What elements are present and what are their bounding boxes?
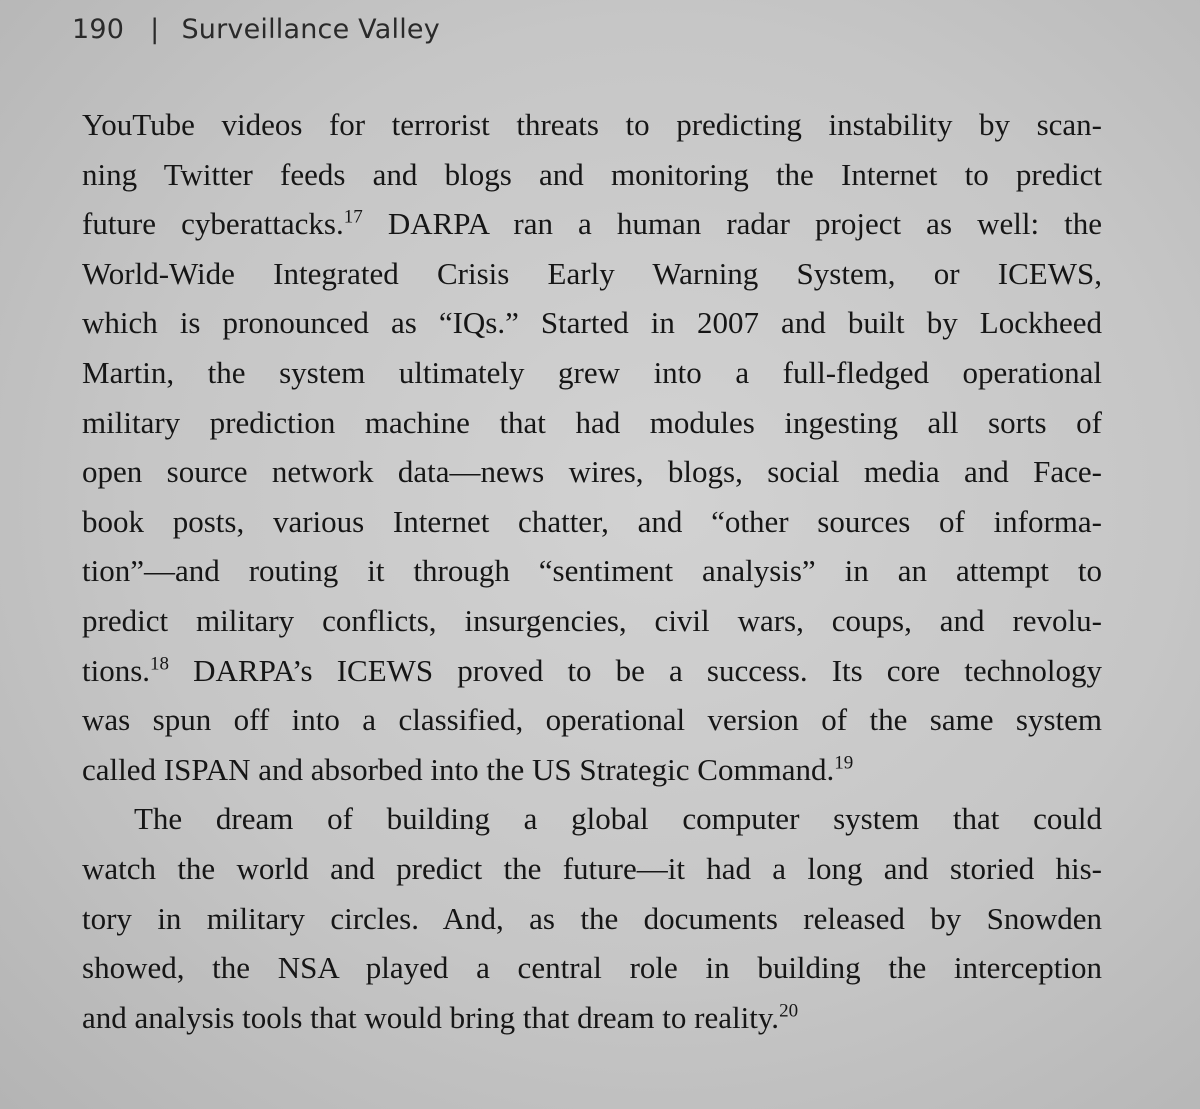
text-line: open source network data—news wires, blogs, social media and Face- bbox=[82, 454, 1102, 490]
text-line: and analysis tools that would bring that dream to reality.$^{20}$ bbox=[82, 999, 799, 1035]
text-line: which is pronounced as “IQs.” Started in 2007 and built by Lockheed bbox=[82, 305, 1102, 341]
text-line: future cyberattacks.$^{17}$ DARPA ran a human radar project as well: the bbox=[82, 206, 1102, 242]
running-head bbox=[72, 14, 440, 45]
text-line: tion”—and routing it through “sentiment analysis” in an attempt to bbox=[82, 553, 1102, 589]
text-line: book posts, various Internet chatter, and “other sources of informa- bbox=[82, 503, 1102, 539]
footnote-ref: 19 bbox=[834, 752, 854, 774]
page-number: 190 bbox=[72, 14, 125, 45]
body-text bbox=[82, 100, 1102, 1042]
text-line: was spun off into a classified, operational version of the same system bbox=[82, 702, 1102, 738]
footnote-ref: 17 bbox=[343, 206, 363, 228]
text-line: called ISPAN and absorbed into the US Strategic Command.$^{19}$ bbox=[82, 751, 854, 787]
text-line: ning Twitter feeds and blogs and monitoring the Internet to predict bbox=[82, 156, 1102, 192]
text-line: World-Wide Integrated Crisis Early Warning System, or ICEWS, bbox=[82, 255, 1102, 291]
book-title: Surveillance Valley bbox=[181, 14, 440, 45]
footnote-ref: 18 bbox=[150, 653, 170, 675]
header-separator: | bbox=[150, 14, 160, 45]
text-line: showed, the NSA played a central role in building the interception bbox=[82, 950, 1102, 986]
text-line: YouTube videos for terrorist threats to predicting instability by scan- bbox=[82, 107, 1102, 142]
text-line: tory in military circles. And, as the documents released by Snowden bbox=[82, 900, 1102, 936]
text-line: The dream of building a global computer system that could bbox=[134, 801, 1102, 837]
text-line: predict military conflicts, insurgencies, civil wars, coups, and revolu- bbox=[82, 602, 1102, 638]
text-line: tions.$^{18}$ DARPA’s ICEWS proved to be a success. Its core technology bbox=[82, 652, 1102, 688]
text-line: watch the world and predict the future—it had a long and storied his- bbox=[82, 850, 1102, 886]
text-line: military prediction machine that had modules ingesting all sorts of bbox=[82, 404, 1102, 440]
text-line: Martin, the system ultimately grew into a full-fledged operational bbox=[82, 354, 1102, 390]
footnote-ref: 20 bbox=[779, 1000, 799, 1022]
